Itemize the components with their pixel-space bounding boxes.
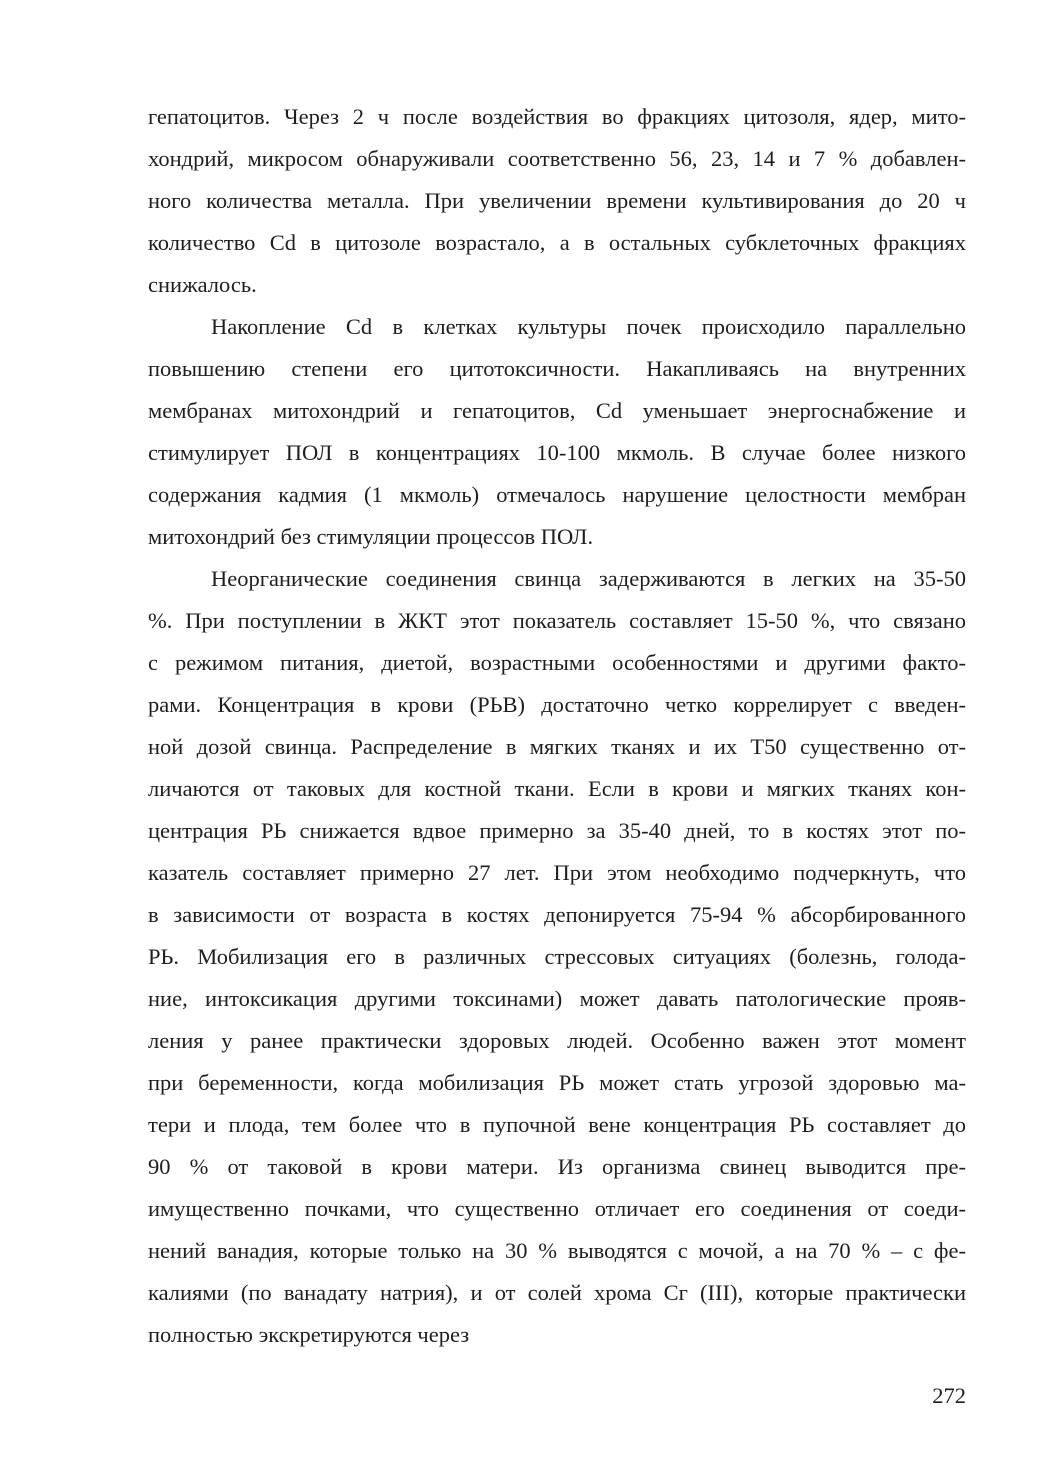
text-line: нений ванадия, которые только на 30 % выводятся с мочой, а на 70 % – с фе-: [148, 1238, 966, 1263]
body-text: [148, 96, 966, 1356]
text-line: повышению степени его цитотоксичности. Накапливаясь на внутренних: [148, 356, 966, 381]
text-line: рами. Концентрация в крови (РЬВ) достаточно четко коррелирует с введен-: [148, 692, 966, 717]
text-line: содержания кадмия (1 мкмоль) отмечалось нарушение целостности мембран: [148, 482, 966, 507]
text-line: казатель составляет примерно 27 лет. При этом необходимо подчеркнуть, что: [148, 860, 966, 885]
text-line: ления у ранее практически здоровых людей. Особенно важен этот момент: [148, 1028, 966, 1053]
text-line: ной дозой свинца. Распределение в мягких тканях и их Т50 существенно от-: [148, 734, 966, 759]
text-line: тери и плода, тем более что в пупочной вене концентрация РЬ составляет до: [148, 1112, 966, 1137]
text-line: центрация РЬ снижается вдвое примерно за 35-40 дней, то в костях этот по-: [148, 818, 966, 843]
text-line: Неорганические соединения свинца задерживаются в легких на 35-50: [211, 566, 966, 591]
text-line: ние, интоксикация другими токсинами) может давать патологические прояв-: [148, 986, 966, 1011]
text-line: имущественно почками, что существенно отличает его соединения от соеди-: [148, 1196, 966, 1221]
text-line: при беременности, когда мобилизация РЬ может стать угрозой здоровью ма-: [148, 1070, 966, 1095]
text-line: снижалось.: [148, 272, 257, 297]
text-line: 90 % от таковой в крови матери. Из организма свинец выводится пре-: [148, 1154, 966, 1179]
text-line: количество Cd в цитозоле возрастало, а в остальных субклеточных фракциях: [148, 230, 966, 255]
text-line: Накопление Cd в клетках культуры почек происходило параллельно: [211, 314, 966, 339]
text-line: РЬ. Мобилизация его в различных стрессовых ситуациях (болезнь, голода-: [148, 944, 966, 969]
text-line: %. При поступлении в ЖКТ этот показатель составляет 15-50 %, что связано: [148, 608, 966, 633]
text-line: стимулирует ПОЛ в концентрациях 10-100 мкмоль. В случае более низкого: [148, 440, 966, 465]
text-line: с режимом питания, диетой, возрастными особенностями и другими факто-: [148, 650, 966, 675]
text-line: полностью экскретируются через: [148, 1322, 470, 1347]
text-line: личаются от таковых для костной ткани. Если в крови и мягких тканях кон-: [148, 776, 966, 801]
text-line: ного количества металла. При увеличении времени культивирования до 20 ч: [148, 188, 966, 213]
text-line: мембранах митохондрий и гепатоцитов, Cd уменьшает энергоснабжение и: [148, 398, 966, 423]
text-line: гепатоцитов. Через 2 ч после воздействия во фракциях цитозоля, ядер, мито-: [148, 104, 966, 129]
text-line: хондрий, микросом обнаруживали соответственно 56, 23, 14 и 7 % добавлен-: [148, 146, 966, 171]
text-line: калиями (по ванадату натрия), и от солей хрома Сг (III), которые практически: [148, 1280, 966, 1305]
page-number: 272: [932, 1383, 966, 1408]
text-line: в зависимости от возраста в костях депонируется 75-94 % абсорбированного: [148, 902, 966, 927]
text-line: митохондрий без стимуляции процессов ПОЛ.: [148, 524, 594, 549]
